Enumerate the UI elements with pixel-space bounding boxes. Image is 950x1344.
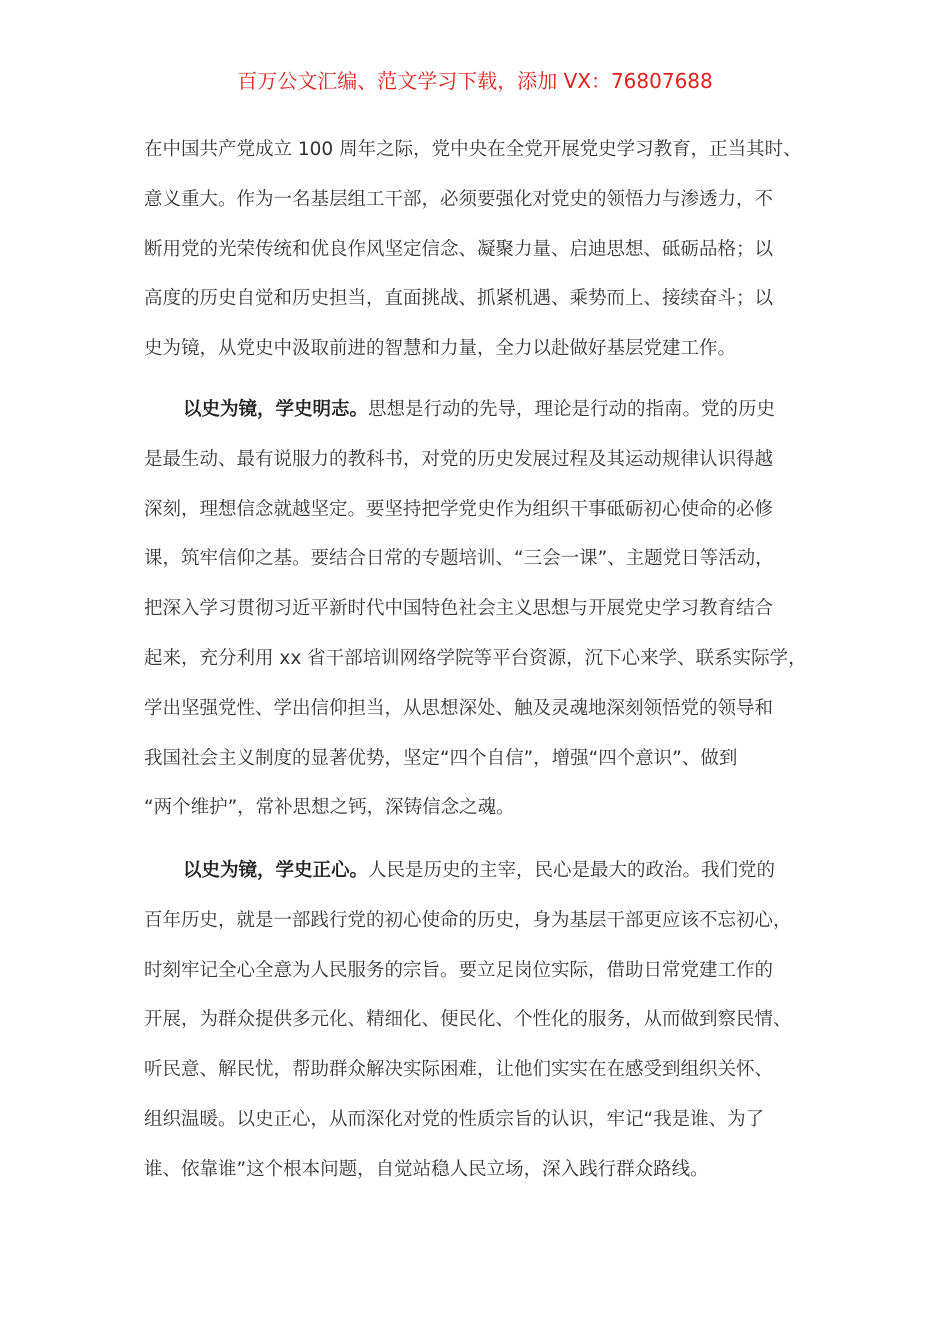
text-line: 意义重大。作为一名基层组工干部，必须要强化对党史的领悟力与渗透力，不 (144, 188, 774, 210)
text-line: 组织温暖。以史正心，从而深化对党的性质宗旨的认识，牢记“我是谁、为了 (144, 1108, 765, 1130)
paragraph-ming-zhi (144, 398, 824, 846)
text-line: 百年历史，就是一部践行党的初心使命的历史，身为基层干部更应该不忘初心， (144, 909, 792, 931)
paragraph-intro (144, 138, 824, 387)
text-line-body: 人民是历史的主宰，民心是最大的政治。我们党的 (368, 860, 776, 881)
watermark-header: 百万公文汇编、范文学习下载，添加 VX：76807688 (237, 69, 713, 93)
text-line: 把深入学习贯彻习近平新时代中国特色社会主义思想与开展党史学习教育结合 (144, 598, 774, 620)
text-line: “两个维护”，常补思想之钙，深铸信念之魂。 (144, 797, 515, 819)
paragraph-zheng-xin (144, 859, 824, 1208)
text-line (144, 398, 824, 448)
text-line: 听民意、解民忧，帮助群众解决实际困难，让他们实实在在感受到组织关怀、 (144, 1059, 774, 1081)
text-line: 史为镜，从党史中汲取前进的智慧和力量，全力以赴做好基层党建工作。 (144, 338, 737, 360)
paragraph-heading: 以史为镜，学史明志。 (183, 399, 369, 420)
text-line: 在中国共产党成立 100 周年之际，党中央在全党开展党史学习教育，正当其时、 (144, 139, 802, 160)
text-line-body: 思想是行动的先导，理论是行动的指南。党的历史 (368, 399, 776, 420)
text-line: 是最生动、最有说服力的教科书，对党的历史发展过程及其运动规律认识得越 (144, 448, 774, 470)
text-line: 深刻，理想信念就越坚定。要坚持把学党史作为组织干事砥砺初心使命的必修 (144, 498, 774, 520)
text-line: 断用党的光荣传统和优良作风坚定信念、凝聚力量、启迪思想、砥砺品格；以 (144, 238, 774, 260)
text-line: 高度的历史自觉和历史担当，直面挑战、抓紧机遇、乘势而上、接续奋斗；以 (144, 288, 774, 310)
text-line: 谁、依靠谁”这个根本问题，自觉站稳人民立场，深入践行群众路线。 (144, 1158, 709, 1180)
paragraph-heading: 以史为镜，学史正心。 (183, 860, 369, 881)
text-line: 起来，充分利用 xx 省干部培训网络学院等平台资源，沉下心来学、联系实际学， (144, 647, 807, 669)
text-line: 开展，为群众提供多元化、精细化、便民化、个性化的服务，从而做到察民情、 (144, 1009, 792, 1031)
text-line: 学出坚强党性、学出信仰担当，从思想深处、触及灵魂地深刻领悟党的领导和 (144, 697, 774, 719)
text-line: 课，筑牢信仰之基。要结合日常的专题培训、“三会一课”、主题党日等活动， (144, 548, 774, 570)
text-line: 时刻牢记全心全意为人民服务的宗旨。要立足岗位实际，借助日常党建工作的 (144, 959, 774, 981)
text-line: 我国社会主义制度的显著优势，坚定“四个自信”，增强“四个意识”、做到 (144, 747, 738, 769)
text-line (144, 859, 824, 909)
